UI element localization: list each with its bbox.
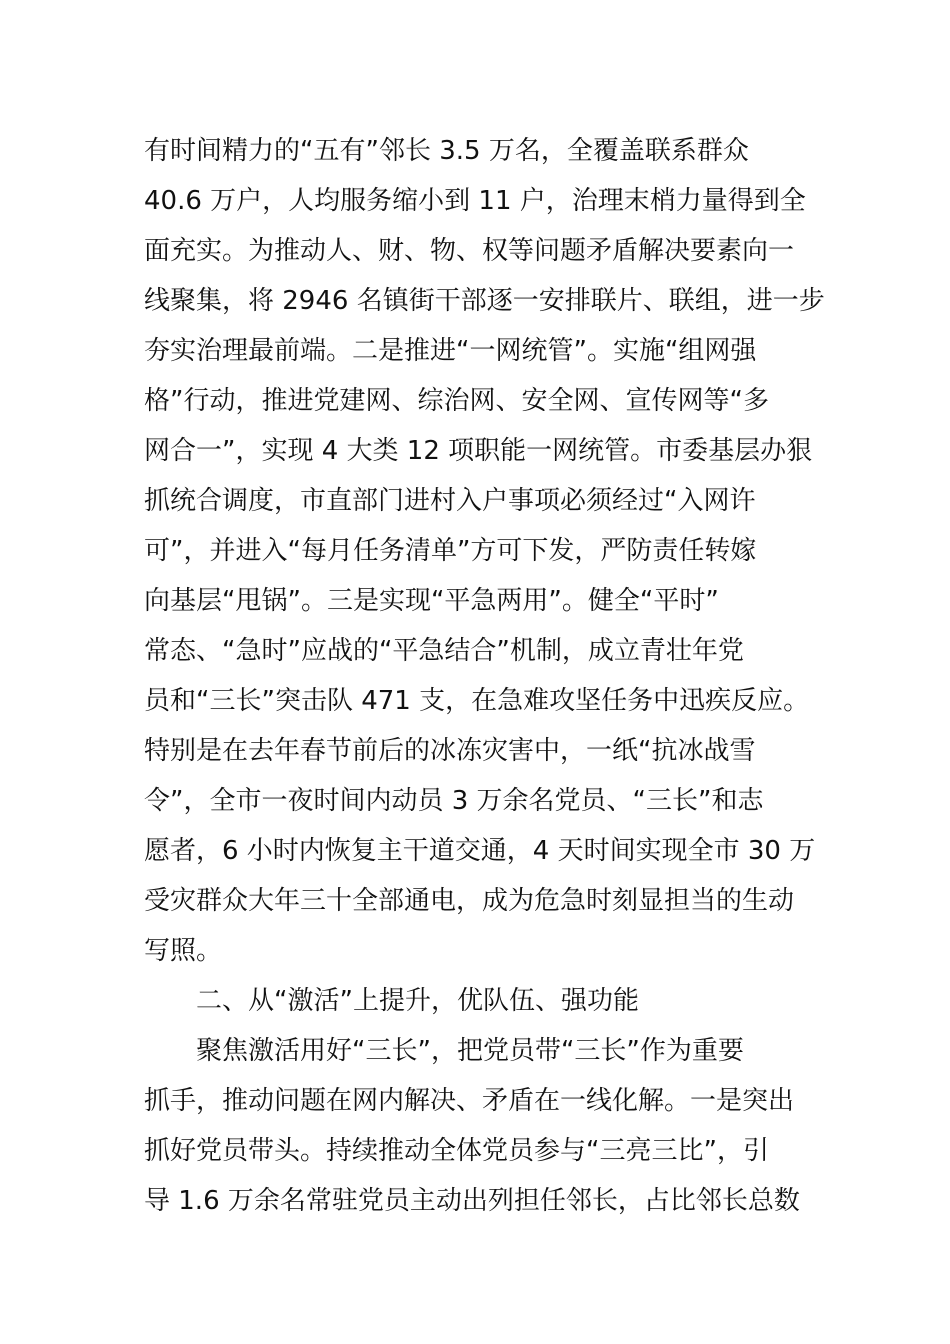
text-line: 抓统合调度，市直部门进村入户事项必须经过“入网许 [144, 486, 756, 516]
text-line: 夯实治理最前端。二是推进“一网统管”。实施“组网强 [144, 336, 757, 366]
text-line: 写照。 [144, 936, 223, 966]
text-line: 线聚集，将 2946 名镇街干部逐一安排联片、联组，进一步 [144, 286, 825, 316]
text-line: 特别是在去年春节前后的冰冻灾害中，一纸“抗冰战雪 [144, 736, 756, 766]
text-line: 常态、“急时”应战的“平急结合”机制，成立青壮年党 [144, 636, 744, 666]
document-body [144, 126, 824, 1226]
text-line: 可”，并进入“每月任务清单”方可下发，严防责任转嫁 [144, 536, 757, 566]
text-line: 愿者，6 小时内恢复主干道交通，4 天时间实现全市 30 万 [144, 836, 816, 866]
text-line: 令”，全市一夜时间内动员 3 万余名党员、“三长”和志 [144, 786, 764, 816]
text-line: 导 1.6 万余名常驻党员主动出列担任邻长，占比邻长总数 [144, 1186, 800, 1216]
text-line: 网合一”，实现 4 大类 12 项职能一网统管。市委基层办狠 [144, 436, 813, 466]
text-line: 抓手，推动问题在网内解决、矛盾在一线化解。一是突出 [144, 1086, 795, 1116]
text-line: 抓好党员带头。持续推动全体党员参与“三亮三比”，引 [144, 1136, 769, 1166]
text-line: 员和“三长”突击队 471 支，在急难攻坚任务中迅疾反应。 [144, 686, 810, 716]
text-line: 聚焦激活用好“三长”，把党员带“三长”作为重要 [196, 1036, 744, 1066]
text-line: 面充实。为推动人、财、物、权等问题矛盾解决要素向一 [144, 236, 795, 266]
text-line: 40.6 万户，人均服务缩小到 11 户，治理末梢力量得到全 [144, 186, 806, 216]
section-heading: 二、从“激活”上提升，优队伍、强功能 [196, 986, 639, 1016]
text-line: 有时间精力的“五有”邻长 3.5 万名，全覆盖联系群众 [144, 136, 749, 166]
text-line: 格”行动，推进党建网、综治网、安全网、宣传网等“多 [144, 386, 769, 416]
text-line: 受灾群众大年三十全部通电，成为危急时刻显担当的生动 [144, 886, 795, 916]
text-line: 向基层“甩锅”。三是实现“平急两用”。健全“平时” [144, 586, 719, 616]
